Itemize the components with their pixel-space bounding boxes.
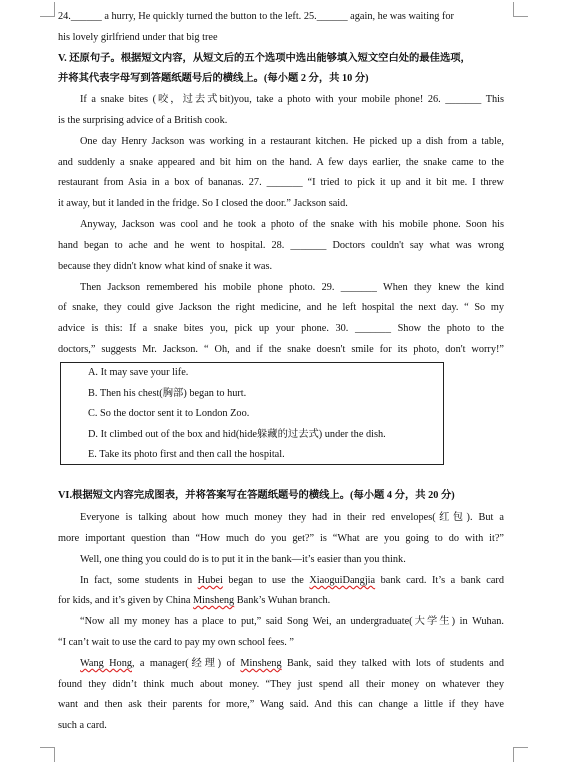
passage-line: doctors,” suggests Mr. Jackson. “ Oh, and if the snake doesn't smile for its photo, don't worry!” [58,344,504,355]
question-24-25-line: 24.______ a hurry, He quickly turned the button to the left. 25.______ again, he was waiting for [58,11,454,22]
passage-line: and suddenly a snake appeared and bit him on the hand. A few days earlier, the snake came to the [58,157,504,168]
passage-line: Well, one thing you could do is to put it in the bank—it’s easier than you think. [80,554,406,565]
crop-mark-bottom-right [513,747,528,762]
passage-line: is the surprising advice of a British cook. [58,115,228,126]
passage-line: Anyway, Jackson was cool and he took a photo of the snake with his mobile phone. Soon his [80,219,504,230]
passage-line: it away, but it landed in the fridge. So I closed the door.” Jackson said. [58,198,348,209]
option-d: D. It climbed out of the box and hid(hide躲藏的过去式) under the dish. [88,429,386,440]
option-a: A. It may save your life. [88,367,189,378]
passage-line: restaurant from Asia in a box of bananas. 27. _______ “I tried to pick it up and it bit me. I threw [58,177,504,188]
passage-line: want and then ask their parents for more,” Wang said. And this can change a little if they have [58,699,504,710]
passage-line: Everyone is talking about how much money they had in their red envelopes(红包). But a [80,512,504,523]
passage-line-wavy: Wang Hong, a manager(经理) of Minsheng Bank, said they talked with lots of students and [80,658,504,669]
passage-line: One day Henry Jackson was working in a restaurant kitchen. He picked up a dish from a table, [80,136,504,147]
passage-line-wavy: for kids, and it’s given by China Minsheng Bank’s Wuhan branch. [58,595,331,606]
crop-mark-bottom-left [40,747,55,762]
passage-line: “I can’t wait to use the card to pay my own school fees. ” [58,637,294,648]
passage-line: of snake, they could give Jackson the right medicine, and he left hospital the next day. “ So my [58,302,504,313]
section-5-heading-line-1: V. 还原句子。根据短文内容，从短文后的五个选项中选出能够填入短文空白处的最佳选项， [58,53,471,64]
option-e: E. Take its photo first and then call the hospital. [88,449,285,460]
passage-line: “Now all my money has a place to put,” said Song Wei, an undergraduate(大学生) in Wuhan. [80,616,504,627]
passage-line: because they didn't know what kind of snake it was. [58,261,273,272]
question-25-continuation: his lovely girlfriend under that big tree [58,32,218,43]
passage-line: found they didn’t think much about money. “They just spend all their money on whatever they [58,679,504,690]
passage-line: Then Jackson remembered his mobile phone photo. 29. _______ When they knew the kind [80,282,504,293]
passage-line: hand began to ache and he went to hospital. 28. _______ Doctors couldn't say what was wrong [58,240,504,251]
section-5-heading-line-2: 并将其代表字母写到答题纸题号后的横线上。(每小题 2 分，共 10 分) [58,73,369,84]
passage-line-wavy: In fact, some students in Hubei began to use the XiaoguiDangjia bank card. It’s a bank card [80,575,504,586]
passage-line: more important question than “How much do you get?” is “What are you going to do with it?” [58,533,504,544]
option-c: C. So the doctor sent it to London Zoo. [88,408,250,419]
section-6-heading: VI.根据短文内容完成图表，并将答案写在答题纸题号的横线上。(每小题 4 分，共 20 分) [58,490,455,501]
passage-line: If a snake bites (咬，过去式bit)you, take a photo with your mobile phone! 26. _______ This [80,94,504,105]
crop-mark-top-right [513,2,528,17]
options-box [60,362,444,465]
passage-line: such a card. [58,720,107,731]
passage-line: advice is this: If a snake bites you, pick up your phone. 30. _______ Show the photo to the [58,323,504,334]
option-b: B. Then his chest(胸部) began to hurt. [88,388,247,399]
crop-mark-top-left [40,2,55,17]
